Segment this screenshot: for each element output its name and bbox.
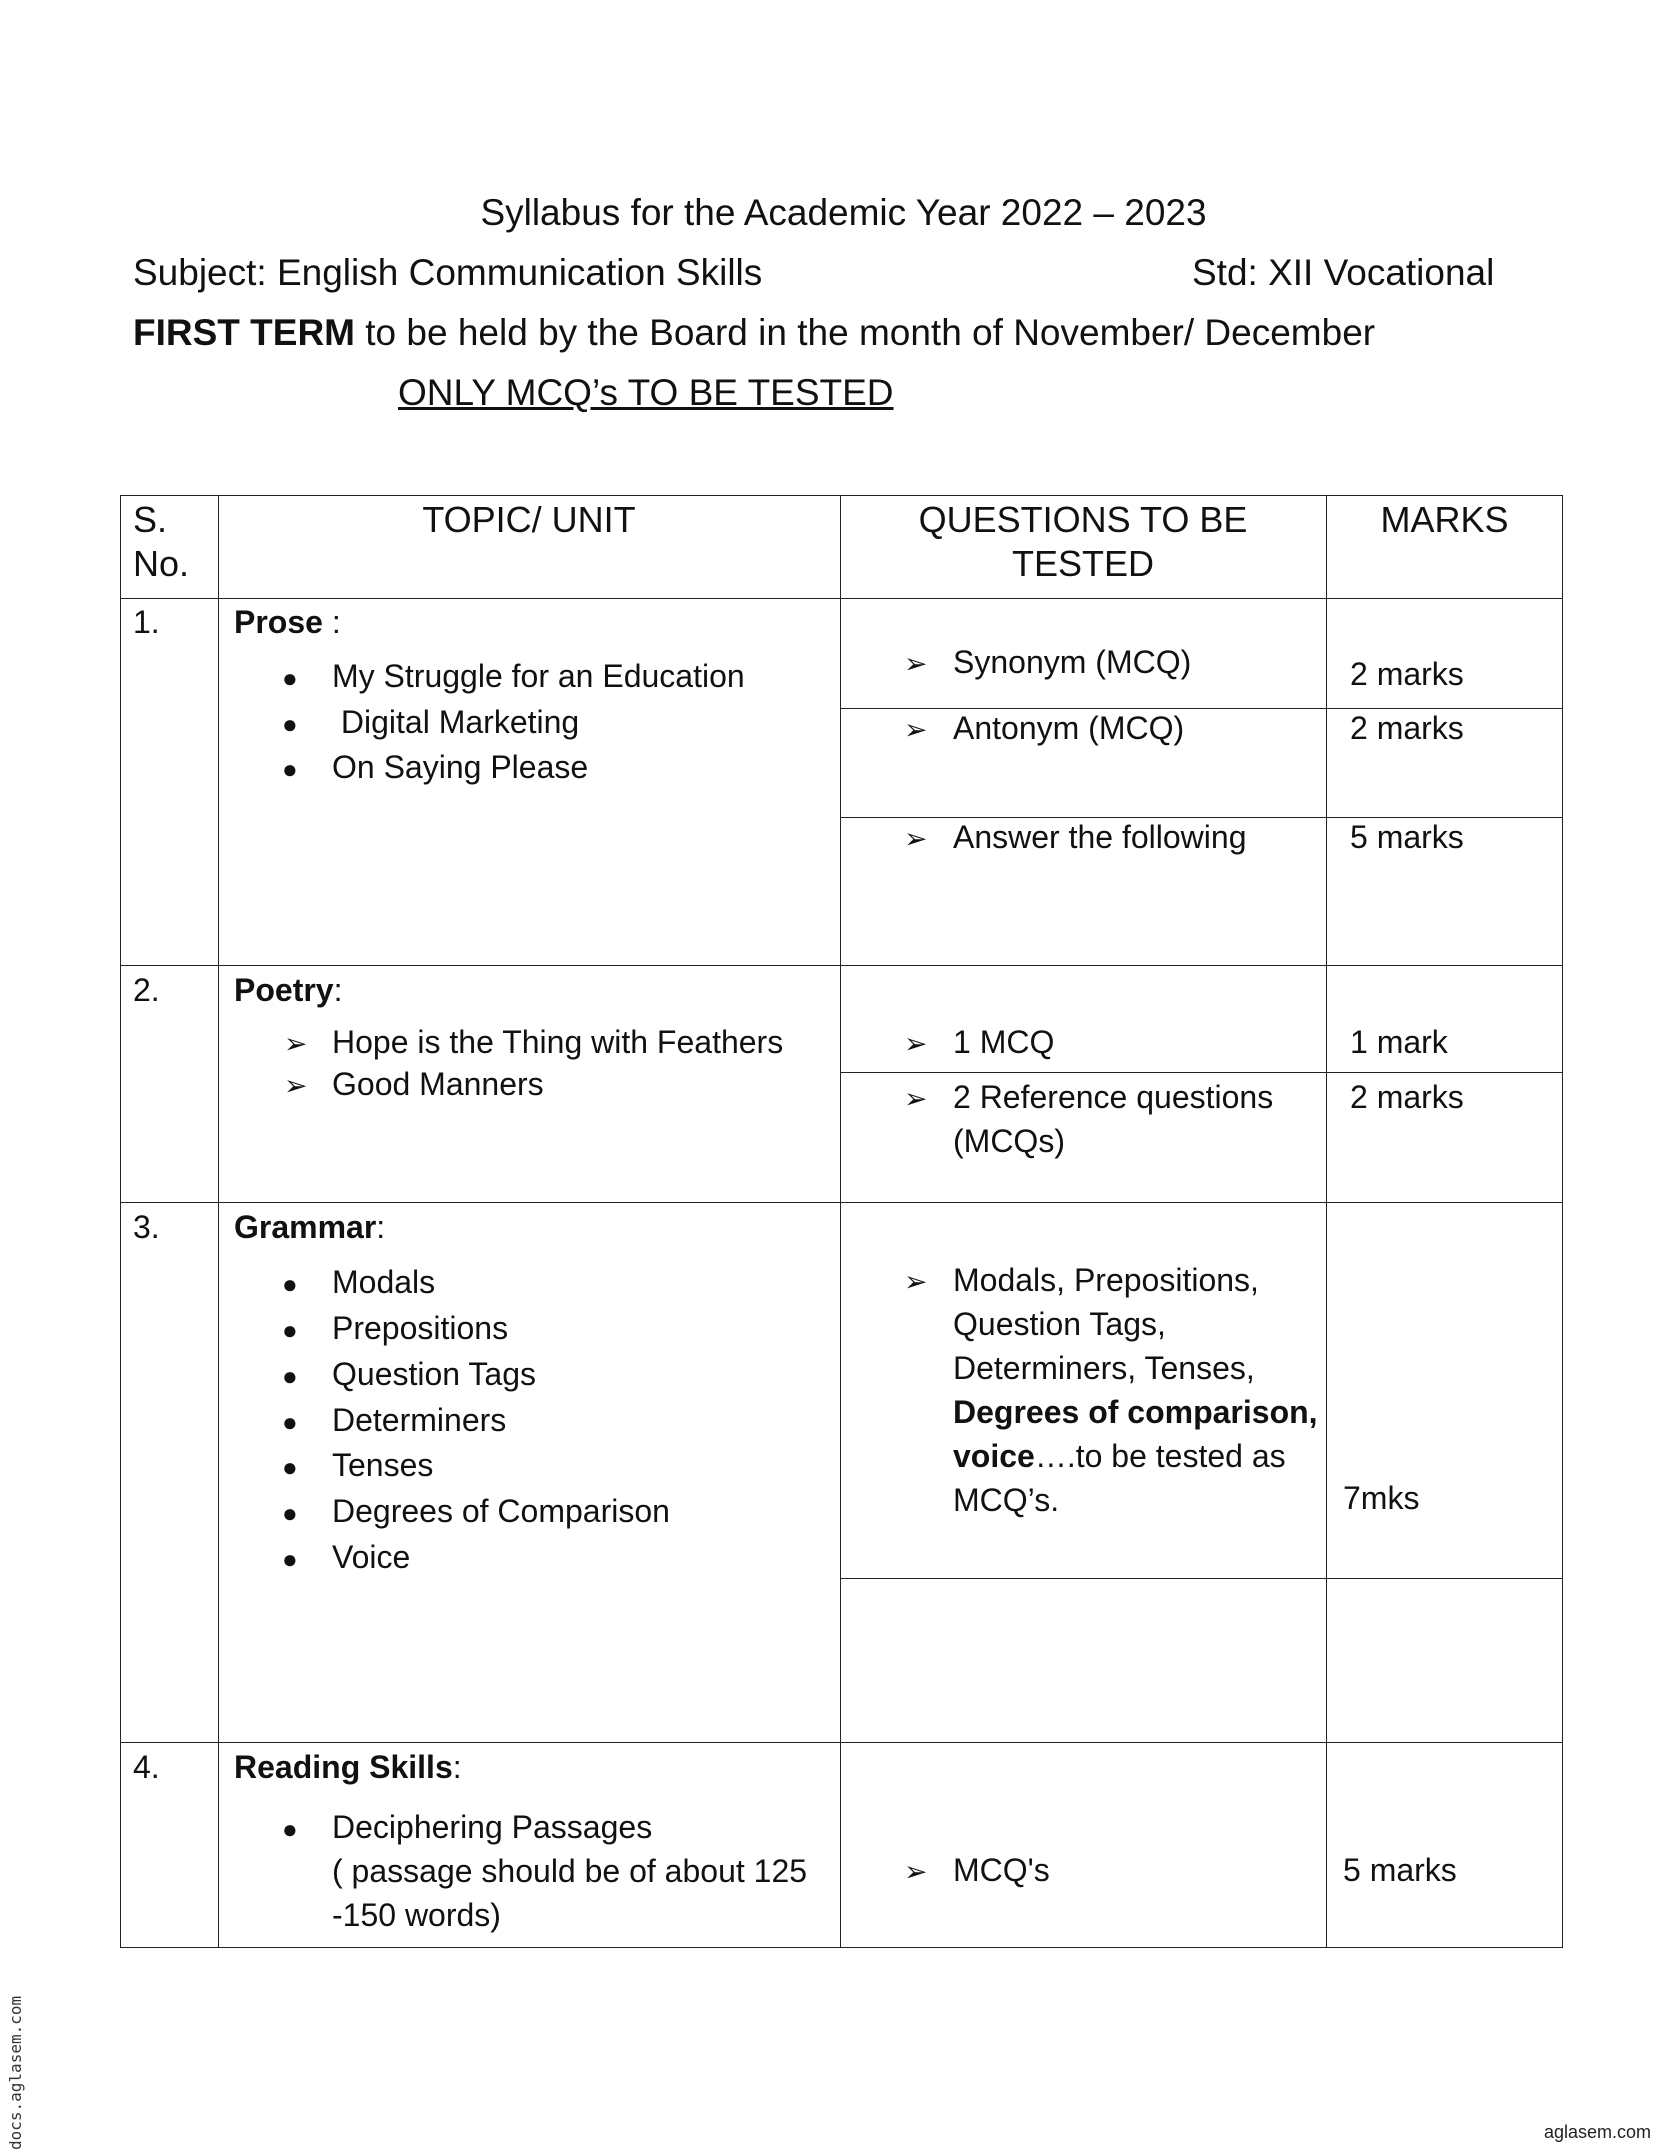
marks-value: 7mks	[1343, 1480, 1420, 1516]
sub-row-divider	[840, 1072, 1563, 1073]
question-item	[953, 1075, 1273, 1163]
question-item: Antonym (MCQ)	[953, 710, 1185, 746]
bullet-icon: ●	[282, 754, 298, 784]
arrow-icon: ➢	[904, 1083, 928, 1114]
topic-title: Poetry	[234, 972, 334, 1008]
row-number: 4.	[133, 1749, 160, 1785]
question-line: Modals, Prepositions,	[953, 1262, 1259, 1298]
question-line	[953, 1434, 1318, 1478]
row-number: 3.	[133, 1209, 160, 1245]
topic-item: Voice	[332, 1539, 411, 1575]
watermark-left: docs.aglasem.com	[6, 1995, 25, 2150]
bullet-icon: ●	[282, 663, 298, 693]
standard-label: Std: XII Vocational	[1192, 252, 1495, 293]
marks-value: 5 marks	[1343, 1852, 1457, 1888]
question-line: Determiners, Tenses,	[953, 1350, 1255, 1386]
arrow-icon: ➢	[904, 823, 928, 854]
topic-suffix: :	[376, 1209, 386, 1245]
arrow-icon: ➢	[904, 1856, 928, 1887]
arrow-icon: ➢	[904, 1028, 928, 1059]
topic-title: Grammar	[234, 1209, 377, 1245]
topic-item: Modals	[332, 1264, 436, 1300]
topic-item: Hope is the Thing with Feathers	[332, 1024, 784, 1060]
question-line: 2 Reference questions	[953, 1079, 1274, 1115]
col-divider	[840, 495, 841, 1948]
question-item: Synonym (MCQ)	[953, 644, 1192, 680]
bullet-icon: ●	[282, 709, 298, 739]
row-divider	[120, 965, 1563, 966]
header-marks: MARKS	[1380, 499, 1509, 540]
row-number: 2.	[133, 972, 160, 1008]
bullet-icon: ●	[282, 1361, 298, 1391]
topic-note: ( passage should be of about 125	[332, 1853, 808, 1889]
term-description: to be held by the Board in the month of November/ December	[354, 312, 1376, 353]
topic-item: Good Manners	[332, 1066, 544, 1102]
topic-line: Deciphering Passages	[332, 1809, 653, 1845]
question-item: 1 MCQ	[953, 1024, 1055, 1060]
topic-heading	[234, 1745, 462, 1789]
row-divider	[120, 598, 1563, 599]
col-divider	[218, 495, 219, 1948]
arrow-icon: ➢	[904, 648, 928, 679]
topic-title: Reading Skills	[234, 1749, 453, 1785]
question-text: ….to be tested as	[1034, 1438, 1286, 1474]
marks-value: 2 marks	[1350, 656, 1464, 692]
topic-heading	[234, 968, 342, 1012]
topic-item: Question Tags	[332, 1356, 536, 1392]
header-questions-line1: QUESTIONS TO BE	[918, 499, 1248, 540]
arrow-icon: ➢	[904, 714, 928, 745]
sub-row-divider	[840, 1578, 1563, 1579]
bullet-icon: ●	[282, 1315, 298, 1345]
topic-note: -150 words)	[332, 1897, 501, 1933]
topic-suffix: :	[452, 1749, 462, 1785]
marks-value: 5 marks	[1350, 819, 1464, 855]
question-item: MCQ's	[953, 1852, 1050, 1888]
arrow-icon: ➢	[904, 1266, 928, 1297]
bullet-icon: ●	[282, 1452, 298, 1482]
term-title: FIRST TERM	[133, 312, 355, 353]
topic-heading	[234, 600, 341, 644]
topic-item: Tenses	[332, 1447, 434, 1483]
marks-value: 2 marks	[1350, 1079, 1464, 1115]
row-divider	[120, 1742, 1563, 1743]
question-bold-word: voice	[953, 1438, 1035, 1474]
bullet-icon: ●	[282, 1407, 298, 1437]
topic-item: On Saying Please	[332, 749, 589, 785]
arrow-icon: ➢	[284, 1028, 308, 1059]
page-title: Syllabus for the Academic Year 2022 – 2023	[480, 192, 1207, 233]
header-questions-line2: TESTED	[1011, 543, 1154, 584]
header-sno	[133, 498, 189, 586]
topic-item: Determiners	[332, 1402, 507, 1438]
header-topic: TOPIC/ UNIT	[422, 499, 636, 540]
header-sno-line1: S.	[133, 499, 168, 540]
term-info	[133, 312, 1375, 354]
topic-item	[332, 1805, 807, 1937]
watermark-right: aglasem.com	[1543, 2122, 1651, 2142]
bullet-icon: ●	[282, 1498, 298, 1528]
topic-item: Prepositions	[332, 1310, 509, 1346]
subject-label: Subject: English Communication Skills	[133, 252, 763, 293]
question-item	[953, 1258, 1318, 1522]
topic-suffix: :	[333, 972, 343, 1008]
question-line: MCQ’s.	[953, 1482, 1060, 1518]
topic-item: Degrees of Comparison	[332, 1493, 670, 1529]
question-line: Question Tags,	[953, 1306, 1166, 1342]
marks-value: 1 mark	[1350, 1024, 1448, 1060]
row-number: 1.	[133, 604, 160, 640]
row-divider	[120, 1202, 1563, 1203]
topic-suffix: :	[322, 604, 341, 640]
mcq-note: ONLY MCQ’s TO BE TESTED	[398, 372, 894, 413]
header-questions	[840, 498, 1326, 586]
bullet-icon: ●	[282, 1269, 298, 1299]
question-item: Answer the following	[953, 819, 1247, 855]
bullet-icon: ●	[282, 1814, 298, 1844]
arrow-icon: ➢	[284, 1070, 308, 1101]
topic-item: Digital Marketing	[332, 704, 580, 740]
col-divider	[1326, 495, 1327, 1948]
topic-heading	[234, 1205, 385, 1249]
question-line: Degrees of comparison,	[953, 1394, 1318, 1430]
bullet-icon: ●	[282, 1544, 298, 1574]
header-sno-line2: No.	[133, 543, 190, 584]
topic-item: My Struggle for an Education	[332, 658, 745, 694]
topic-title: Prose	[234, 604, 323, 640]
marks-value: 2 marks	[1350, 710, 1464, 746]
question-line: (MCQs)	[953, 1123, 1065, 1159]
